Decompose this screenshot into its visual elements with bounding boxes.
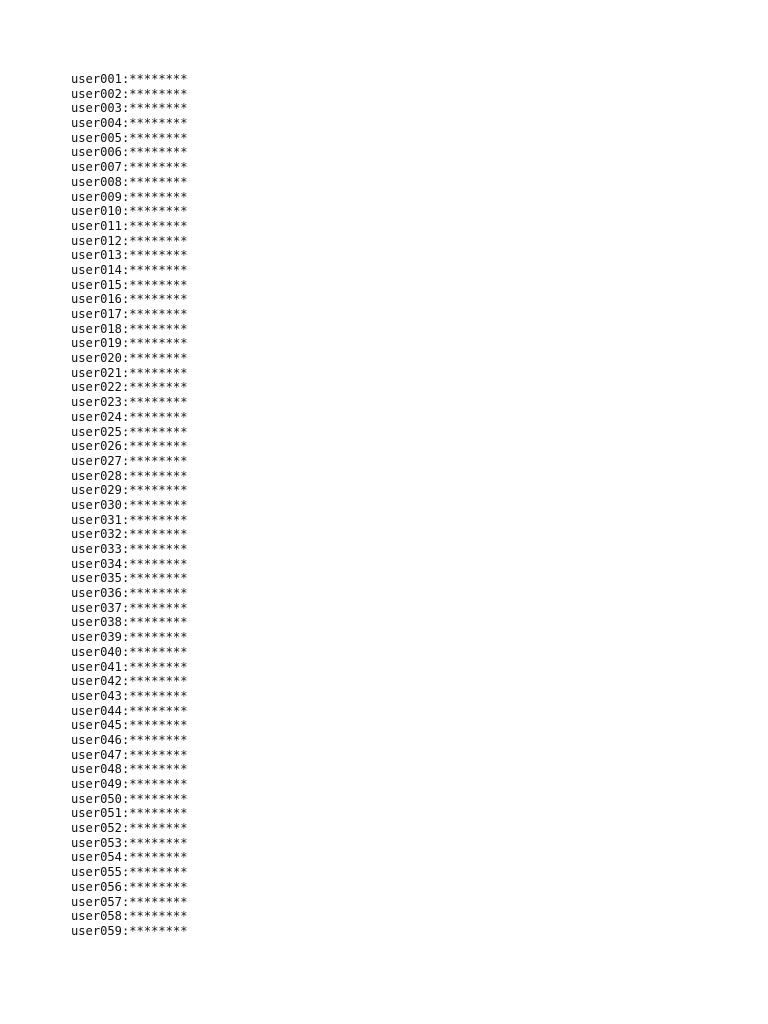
text-line: user024:******** (71, 409, 188, 424)
text-line: user021:******** (71, 365, 188, 380)
text-line: user041:******** (71, 659, 188, 674)
text-line: user059:******** (71, 923, 188, 938)
text-line: user025:******** (71, 424, 188, 439)
text-line: user013:******** (71, 248, 188, 263)
text-line: user053:******** (71, 835, 188, 850)
text-line: user009:******** (71, 189, 188, 204)
text-line: user055:******** (71, 865, 188, 880)
text-line: user040:******** (71, 644, 188, 659)
text-line: user015:******** (71, 277, 188, 292)
text-line: user039:******** (71, 630, 188, 645)
text-line: user023:******** (71, 395, 188, 410)
text-line: user043:******** (71, 688, 188, 703)
text-line: user022:******** (71, 380, 188, 395)
text-line: user026:******** (71, 439, 188, 454)
text-line: user056:******** (71, 879, 188, 894)
text-line: user031:******** (71, 512, 188, 527)
text-line: user005:******** (71, 130, 188, 145)
text-line: user037:******** (71, 600, 188, 615)
text-line: user007:******** (71, 160, 188, 175)
text-line: user036:******** (71, 586, 188, 601)
text-line: user019:******** (71, 336, 188, 351)
text-line: user030:******** (71, 497, 188, 512)
text-line: user028:******** (71, 468, 188, 483)
text-line: user008:******** (71, 174, 188, 189)
text-line: user017:******** (71, 307, 188, 321)
text-line: user001:******** (71, 72, 188, 86)
text-line: user045:******** (71, 718, 188, 733)
text-line: user034:******** (71, 556, 188, 571)
text-line: user003:******** (71, 101, 188, 116)
text-line: user012:******** (71, 233, 188, 248)
text-line: user032:******** (71, 527, 188, 542)
text-line: user004:******** (71, 116, 188, 131)
text-line: user020:******** (71, 351, 188, 366)
text-line: user035:******** (71, 571, 188, 586)
text-line: user052:******** (71, 821, 188, 836)
text-line: user050:******** (71, 791, 188, 806)
text-line: user006:******** (71, 145, 188, 160)
text-line: user049:******** (71, 777, 188, 791)
text-line: user054:******** (71, 850, 188, 865)
text-line: user014:******** (71, 262, 188, 277)
text-line: user044:******** (71, 703, 188, 718)
text-line: user011:******** (71, 218, 188, 233)
text-line: user048:******** (71, 762, 188, 777)
text-line: user027:******** (71, 453, 188, 468)
text-line: user010:******** (71, 204, 188, 219)
text-line: user046:******** (71, 732, 188, 747)
text-line: user016:******** (71, 292, 188, 307)
text-document (71, 72, 711, 939)
text-line: user018:******** (71, 321, 188, 336)
text-line: user057:******** (71, 894, 188, 909)
text-line: user047:******** (71, 747, 188, 762)
text-line: user042:******** (71, 674, 188, 689)
text-line: user033:******** (71, 542, 188, 556)
text-line: user029:******** (71, 483, 188, 498)
text-line: user002:******** (71, 86, 188, 101)
text-line: user051:******** (71, 806, 188, 821)
text-line: user038:******** (71, 615, 188, 630)
text-line: user058:******** (71, 909, 188, 924)
